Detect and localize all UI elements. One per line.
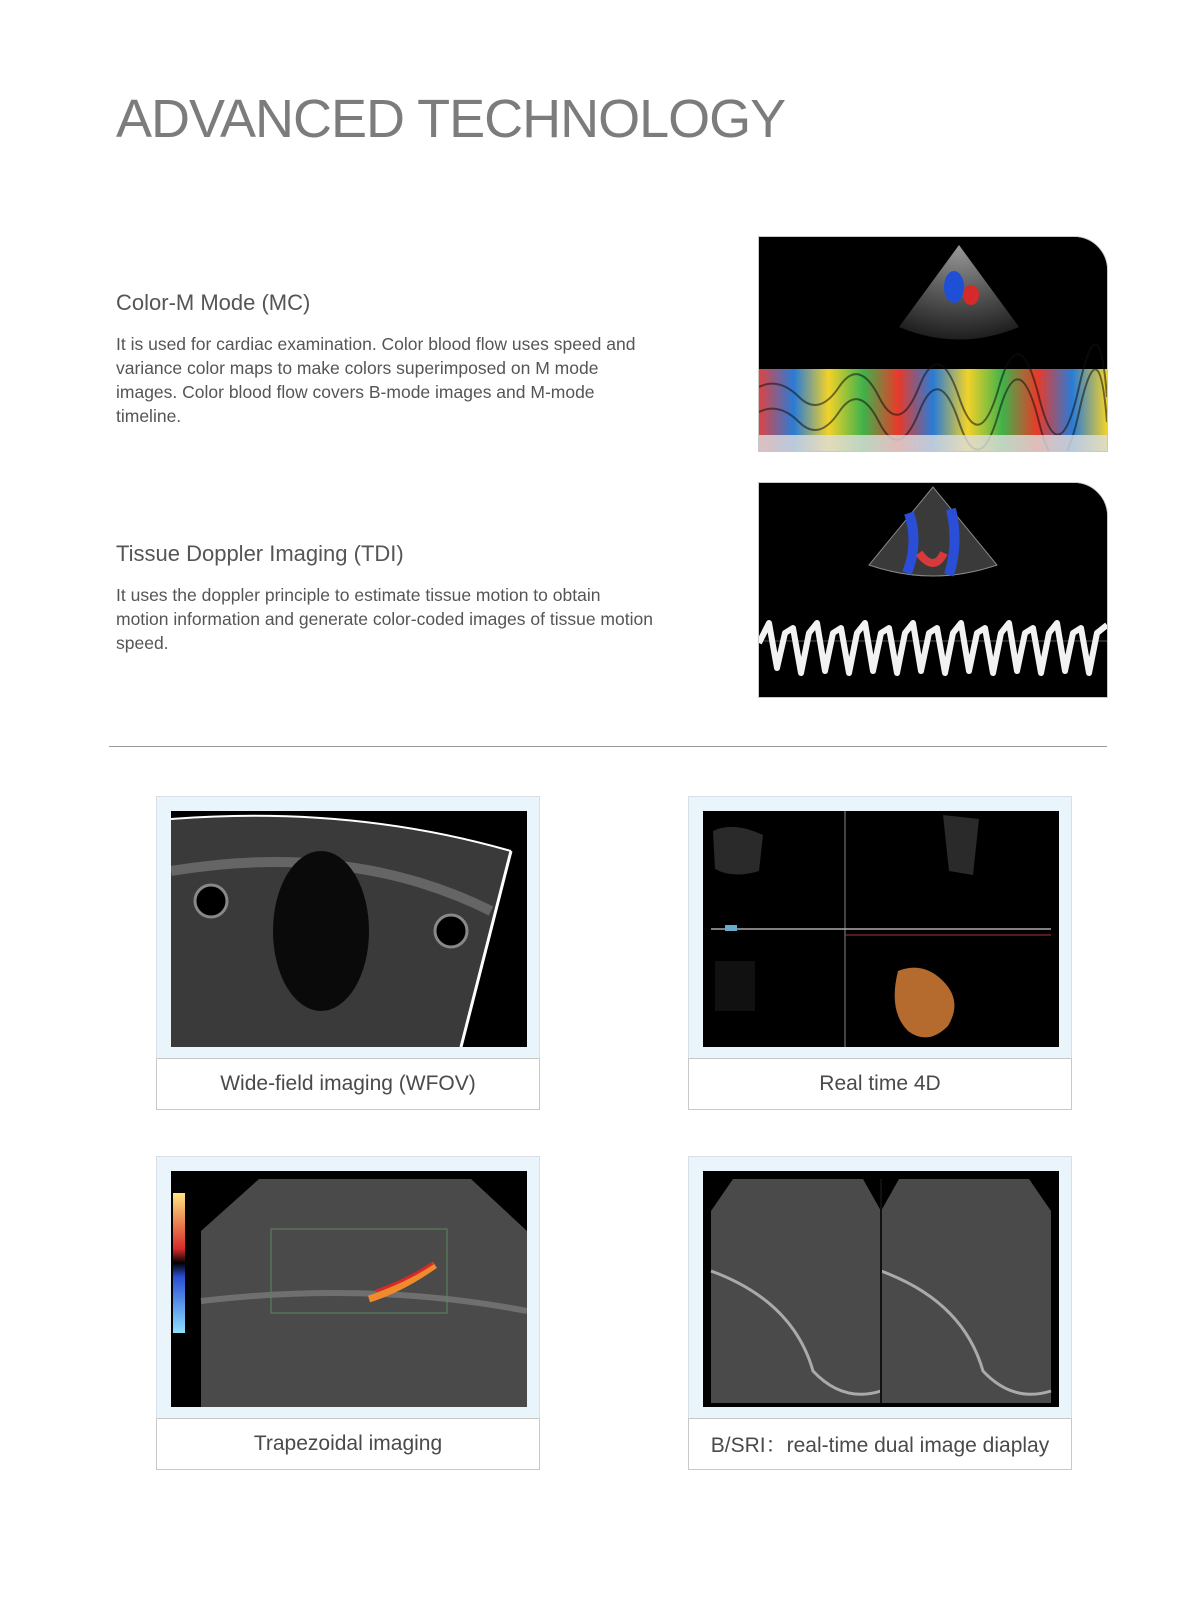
image-frame	[156, 1156, 540, 1420]
trapezoidal-image	[171, 1171, 527, 1407]
feature-title-color-m-mode: Color-M Mode (MC)	[116, 290, 311, 315]
feature-title-tissue-doppler: Tissue Doppler Imaging (TDI)	[116, 541, 404, 566]
section-divider	[109, 746, 1107, 747]
real-time-4d-image	[703, 811, 1059, 1047]
card-caption: B/SRI：real-time dual image diaplay	[688, 1418, 1072, 1470]
card-trapezoidal-imaging	[156, 1156, 540, 1474]
dual-image	[703, 1171, 1059, 1407]
feature-description-tissue-doppler: It uses the doppler principle to estimate tissue motion to obtain motion information and generate color-coded images of tissue motion speed.	[116, 585, 653, 653]
card-dual-image-display	[688, 1156, 1072, 1474]
tissue-doppler-image	[758, 482, 1108, 698]
card-wide-field-imaging	[156, 796, 540, 1114]
card-caption: Trapezoidal imaging	[156, 1418, 540, 1470]
page-title: ADVANCED TECHNOLOGY	[116, 89, 786, 149]
feature-description-color-m-mode: It is used for cardiac examination. Color blood flow uses speed and variance color maps to make colors superimposed on M mode images. Color blood flow covers B-mode images and M-mode timeline.	[116, 334, 636, 426]
image-frame	[688, 1156, 1072, 1420]
image-frame	[156, 796, 540, 1060]
card-caption: Wide-field imaging (WFOV)	[156, 1058, 540, 1110]
color-m-mode-image	[758, 236, 1108, 452]
image-frame	[688, 796, 1072, 1060]
card-caption: Real time 4D	[688, 1058, 1072, 1110]
card-real-time-4d	[688, 796, 1072, 1114]
wide-field-image	[171, 811, 527, 1047]
